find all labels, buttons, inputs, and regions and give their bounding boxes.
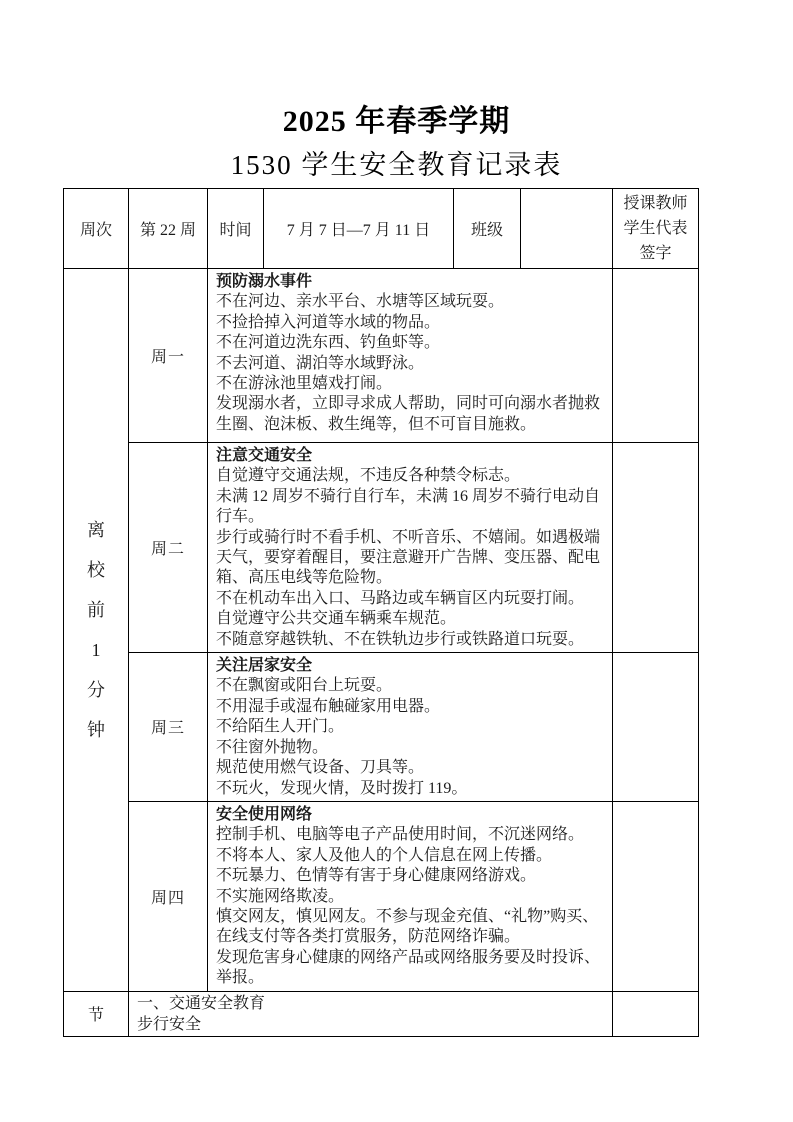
page-title-record-table: 1530 学生安全教育记录表 — [230, 150, 563, 180]
signature-cell-wednesday — [613, 653, 699, 802]
section-line: 不用湿手或湿布触碰家用电器。 — [216, 697, 441, 715]
class-label: 班级 — [454, 189, 521, 269]
week-number-value: 第 22 周 — [129, 189, 208, 269]
section-line: 不玩暴力、色情等有害于身心健康网络游戏。 — [216, 867, 537, 885]
lesson-label: 节 — [64, 991, 129, 1036]
section-line: 步行或骑行时不看手机、不听音乐、不嬉闹。如遇极端天气，要穿着醒目，要注意避开广告牌、变压器、配电箱、高压电线等危险物。 — [216, 528, 601, 587]
row-monday — [64, 269, 699, 443]
table-header-row — [64, 189, 699, 269]
day-label-thursday: 周四 — [129, 801, 208, 991]
section-line: 不往窗外抛物。 — [216, 738, 329, 756]
signature-header-line-student: 学生代表 — [623, 220, 688, 237]
section-line: 不随意穿越铁轨、不在铁轨边步行或铁路道口玩耍。 — [216, 630, 585, 648]
page-title-semester: 2025 年春季学期 — [282, 105, 511, 138]
time-label: 时间 — [208, 189, 264, 269]
left-merged-cell-before-leaving — [64, 269, 129, 992]
time-value: 7 月 7 日—7 月 11 日 — [264, 189, 454, 269]
before-leaving-one-minute-label: 离校前1分钟 — [87, 519, 105, 740]
signature-cell-tuesday — [613, 443, 699, 653]
signature-cell-lesson — [613, 991, 699, 1036]
section-line: 控制手机、电脑等电子产品使用时间，不沉迷网络。 — [216, 826, 585, 844]
section-line: 不在飘窗或阳台上玩耍。 — [216, 677, 393, 695]
section-line: 慎交网友，慎见网友。不参与现金充值、“礼物”购买、在线支付等各类打赏服务，防范网络诈骗。 — [216, 907, 599, 946]
section-line: 不在河边、亲水平台、水塘等区域玩耍。 — [216, 293, 505, 311]
signature-cell-monday — [613, 269, 699, 443]
section-line: 自觉遵守交通法规，不违反各种禁令标志。 — [216, 467, 521, 485]
content-cell-tuesday — [208, 443, 613, 653]
content-cell-monday — [208, 269, 613, 443]
day-label-tuesday: 周二 — [129, 443, 208, 653]
row-thursday — [64, 801, 699, 991]
section-line: 发现危害身心健康的网络产品或网络服务要及时投诉、举报。 — [216, 948, 601, 987]
section-line: 不玩火，发现火情，及时拨打 119。 — [216, 779, 468, 797]
row-tuesday — [64, 443, 699, 653]
signature-cell-thursday — [613, 801, 699, 991]
lesson-content-cell — [129, 991, 613, 1036]
section-line: 规范使用燃气设备、刀具等。 — [216, 759, 425, 777]
section-line: 不在游泳池里嬉戏打闹。 — [216, 375, 393, 393]
safety-education-record-table — [63, 188, 699, 1037]
section-line: 自觉遵守公共交通车辆乘车规范。 — [216, 610, 457, 628]
signature-header-line-sign: 签字 — [639, 245, 672, 262]
section-title-drowning: 预防溺水事件 — [216, 273, 313, 290]
section-line: 不在机动车出入口、马路边或车辆盲区内玩耍打闹。 — [216, 589, 585, 607]
class-value-cell — [521, 189, 613, 269]
section-line: 不实施网络欺凌。 — [216, 887, 345, 905]
lesson-line-traffic-education: 一、交通安全教育 — [137, 994, 266, 1012]
row-wednesday — [64, 653, 699, 802]
row-lesson — [64, 991, 699, 1036]
content-cell-wednesday — [208, 653, 613, 802]
signature-header-cell — [613, 189, 699, 269]
section-line: 不捡拾掉入河道等水域的物品。 — [216, 313, 441, 331]
section-title-internet: 安全使用网络 — [216, 805, 313, 823]
content-cell-thursday — [208, 801, 613, 991]
day-label-monday: 周一 — [129, 269, 208, 443]
section-title-home-safety: 关注居家安全 — [216, 657, 313, 675]
section-title-traffic: 注意交通安全 — [216, 447, 313, 464]
signature-header-line-teacher: 授课教师 — [623, 195, 688, 212]
lesson-line-walking-safety: 步行安全 — [137, 1015, 202, 1033]
section-line: 发现溺水者，立即寻求成人帮助，同时可向溺水者抛救生圈、泡沫板、救生绳等，但不可盲目施救。 — [216, 395, 601, 433]
section-line: 不在河道边洗东西、钓鱼虾等。 — [216, 334, 441, 352]
week-number-label: 周次 — [64, 189, 129, 269]
section-line: 不去河道、湖泊等水域野泳。 — [216, 354, 425, 372]
section-line: 不将本人、家人及他人的个人信息在网上传播。 — [216, 846, 553, 864]
section-line: 未满 12 周岁不骑行自行车，未满 16 周岁不骑行电动自行车。 — [216, 487, 601, 526]
section-line: 不给陌生人开门。 — [216, 718, 345, 736]
day-label-wednesday: 周三 — [129, 653, 208, 802]
